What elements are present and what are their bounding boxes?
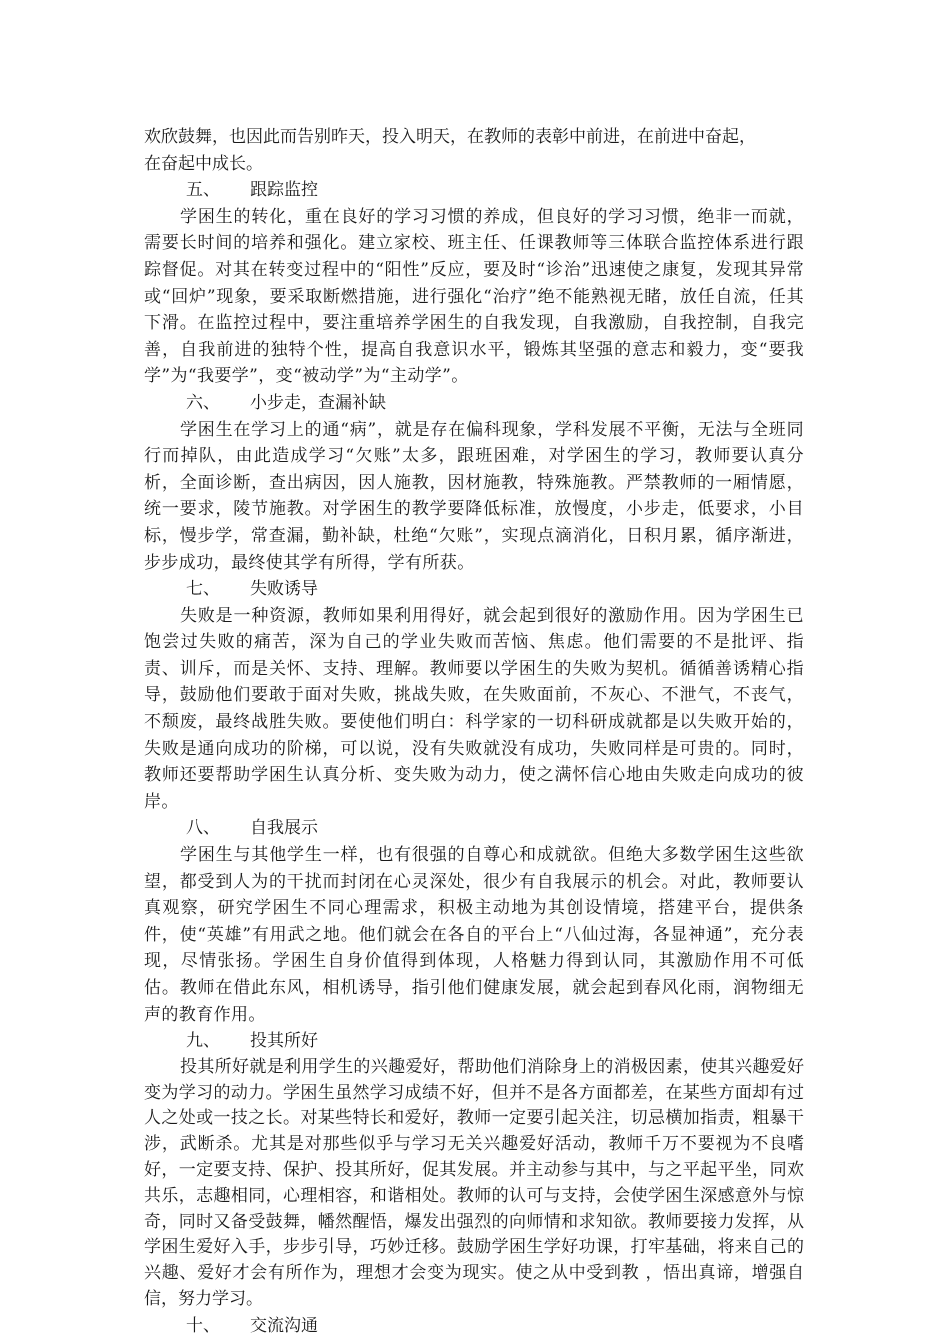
section-paragraph-6: 学困生在学习上的通“病”，就是存在偏科现象，学科发展不平衡，无法与全班同行而掉队，由此造成学习“欠账”太多，跟班困难，对学困生的学习，教师要认真分析，全面诊断，查出病因，因人施教，因材施教，特殊施教。严禁教师的一厢情愿，统一要求，陵节施教。对学困生的教学要降低标准，放慢度，小步走，低要求，小目标，慢步学，常查漏，勤补缺，杜绝“欠账”，实现点滴消化，日积月累，循序渐进，步步成功，最终使其学有所得，学有所获。 xyxy=(144,419,804,573)
intro-line-2: 在奋起中成长。 xyxy=(144,153,263,174)
section-title: 自我展示 xyxy=(250,818,318,839)
section-heading-6 xyxy=(144,390,804,417)
section-number: 六、 xyxy=(186,392,220,413)
section-heading-8 xyxy=(144,815,804,842)
section-paragraph-8: 学困生与其他学生一样，也有很强的自尊心和成就欲。但绝大多数学困生这些欲望，都受到人为的干扰而封闭在心灵深处，很少有自我展示的机会。对此，教师要认真观察，研究学困生不同心理需求，积极主动地为其创设情境，搭建平台，提供条件，使“英雄”有用武之地。他们就会在各自的平台上“八仙过海，各显神通”，充分表现，尽情张扬。学困生自身价值得到体现，人格魅力得到认同，其激励作用不可低估。教师在借此东风，相机诱导，指引他们健康发展，就会起到春风化雨，润物细无声的教育作用。 xyxy=(144,845,804,1025)
section-number: 五、 xyxy=(186,180,220,201)
section-heading-9 xyxy=(144,1028,804,1055)
section-number: 七、 xyxy=(186,579,220,600)
section-paragraph-9: 投其所好就是利用学生的兴趣爱好，帮助他们消除身上的消极因素，使其兴趣爱好变为学习的动力。学困生虽然学习成绩不好，但并不是各方面都差，在某些方面却有过人之处或一技之长。对某些特长和爱好，教师一定要引起关注，切忌横加指责，粗暴干涉，武断杀。尤其是对那些似乎与学习无关兴趣爱好活动，教师千万不要视为不良嗜好，一定要支持、保护、投其所好，促其发展。并主动参与其中，与之平起平坐，同欢共乐，志趣相同，心理相容，和谐相处。教师的认可与支持，会使学困生深感意外与惊奇，同时又备受鼓舞，幡然醒悟，爆发出强烈的向师情和求知欲。教师要接力发挥，从学困生爱好入手，步步引导，巧妙迁移。鼓励学困生学好功课，打牢基础，将来自己的兴趣、爱好才会有所作为，理想才会变为现实。使之从中受到教 ，悟出真谛，增强自信，努力学习。 xyxy=(144,1056,804,1309)
section-title: 投其所好 xyxy=(250,1031,318,1052)
section-heading-7 xyxy=(144,576,804,603)
section-title: 失败诱导 xyxy=(250,579,318,600)
section-title: 跟踪监控 xyxy=(250,180,318,201)
section-number: 十、 xyxy=(186,1315,220,1336)
section-paragraph-5: 学困生的转化，重在良好的学习习惯的养成，但良好的学习习惯，绝非一而就，需要长时间的培养和强化。建立家校、班主任、任课教师等三体联合监控体系进行跟踪督促。对其在转变过程中的“阳性”反应，要及时“诊治”迅速使之康复，发现其异常或“回炉”现象，要采取断燃措施，进行强化“治疗”绝不能熟视无睹，放任自流，任其下滑。在监控过程中，要注重培养学困生的自我发现，自我激励，自我控制，自我完善，自我前进的独特个性，提高自我意识水平，锻炼其坚强的意志和毅力，变“要我学”为“我要学”，变“被动学”为“主动学”。 xyxy=(144,206,804,387)
section-title: 交流沟通 xyxy=(250,1315,318,1336)
section-number: 八、 xyxy=(186,818,220,839)
intro-line-1: 欢欣鼓舞，也因此而告别昨天，投入明天，在教师的表彰中前进，在前进中奋起， xyxy=(144,127,756,147)
section-heading-10 xyxy=(144,1313,804,1340)
section-number: 九、 xyxy=(186,1031,220,1052)
document-body xyxy=(144,124,804,1339)
section-heading-5 xyxy=(144,177,804,204)
section-paragraph-7: 失败是一种资源，教师如果利用得好，就会起到很好的激励作用。因为学困生已饱尝过失败的痛苦，深为自己的学业失败而苦恼、焦虑。他们需要的不是批评、指责、训斥，而是关怀、支持、理解。教师要以学困生的失败为契机。循循善诱精心指导，鼓励他们要敢于面对失败，挑战失败，在失败面前，不灰心、不泄气，不丧气，不颓废，最终战胜失败。要使他们明白：科学家的一切科研成就都是以失败开始的，失败是通向成功的阶梯，可以说，没有失败就没有成功，失败同样是可贵的。同时，教师还要帮助学困生认真分析、变失败为动力，使之满怀信心地由失败走向成功的彼岸。 xyxy=(144,605,804,812)
section-title: 小步走，查漏补缺 xyxy=(250,392,386,413)
